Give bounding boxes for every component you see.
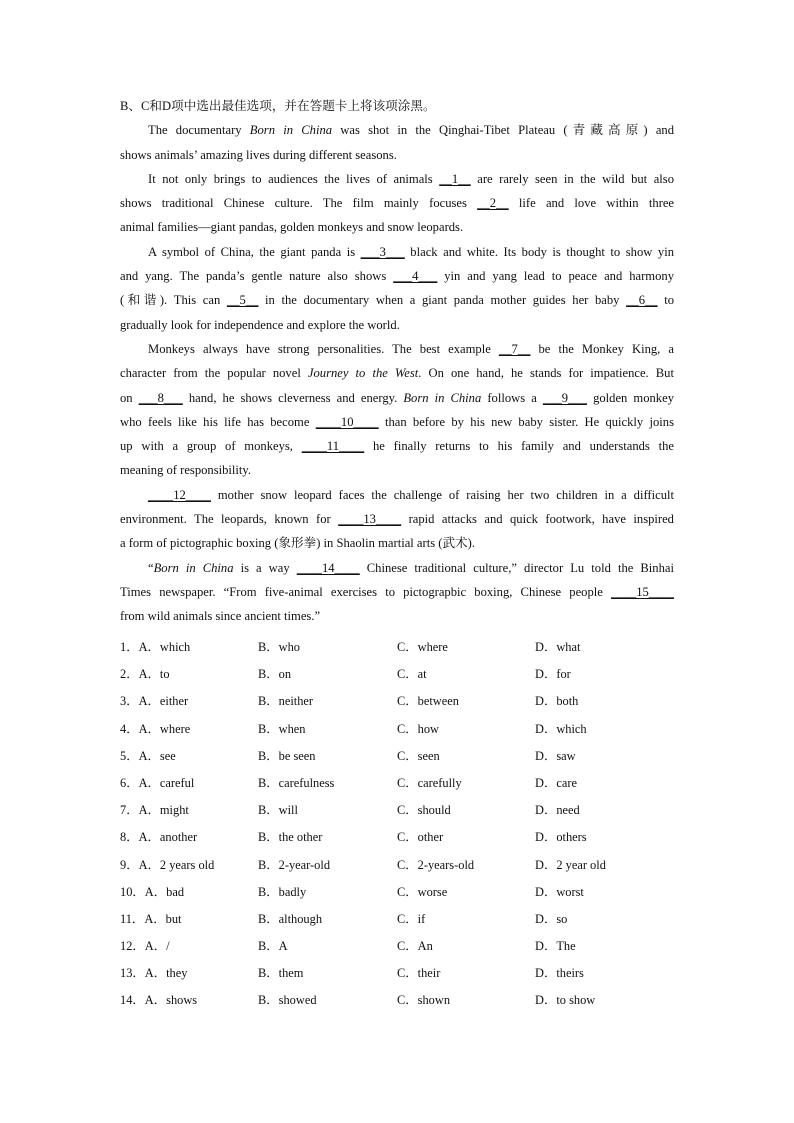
option-c[interactable]: C．other [397,830,444,845]
option-row [120,772,680,799]
option-b[interactable]: B．neither [258,694,314,709]
instruction-line: B、C和D项中选出最佳选项，并在答题卡上将该项涂黑。 [120,99,436,113]
option-a[interactable]: 14．A．shows [120,993,198,1008]
option-c[interactable]: C．their [397,966,441,981]
novel-title: Journey to the West [307,366,419,381]
blank-4[interactable]: ___4___ [393,269,438,284]
option-d[interactable]: D．others [535,830,587,845]
option-a[interactable]: 13．A．they [120,966,188,981]
option-row [120,826,680,853]
passage-line: animal families—giant pandas, golden monkeys and snow leopards. [120,220,464,235]
option-a[interactable]: 7．A．might [120,803,189,818]
option-row [120,908,680,935]
film-title: Born in China [153,560,234,575]
passage-line: character from the popular novel Journey to the West. On one hand, he stands for impatience. But [120,366,674,381]
passage-line: who feels like his life has become ____10____ than before by his new baby sister. He quickly joins [120,414,674,429]
option-c[interactable]: C．where [397,640,448,654]
option-d[interactable]: D．worst [535,884,584,899]
option-c[interactable]: C．seen [397,748,440,763]
passage-line: from wild animals since ancient times.” [120,609,321,624]
blank-12[interactable]: ____12____ [148,487,211,502]
option-c[interactable]: C．if [397,911,426,926]
option-d[interactable]: D．to show [535,993,596,1008]
passage-line: on ___8___ hand, he shows cleverness and energy. Born in China follows a ___9___ golden monkey [120,390,674,405]
passage-line: (和谐). This can __5__ in the documentary when a giant panda mother guides her baby __6__ to [120,293,675,308]
blank-6[interactable]: __6__ [626,293,658,308]
cloze-passage [120,94,674,629]
option-row [120,636,680,663]
option-c[interactable]: C．how [397,721,439,736]
option-d[interactable]: D．what [535,640,581,654]
option-d[interactable]: D．theirs [535,966,584,981]
option-row [120,690,680,717]
blank-2[interactable]: __2__ [477,196,509,211]
option-b[interactable]: B．will [258,803,298,818]
option-row [120,799,680,826]
option-row [120,663,680,690]
option-b[interactable]: B．carefulness [258,775,335,790]
blank-7[interactable]: __7__ [498,341,531,356]
passage-line: The documentary Born in China was shot in the Qinghai-Tibet Plateau (青藏高原) and [148,123,674,138]
passage-line: up with a group of monkeys, ____11____ he finally returns to his family and understands the [120,439,674,454]
option-a[interactable]: 5．A．see [120,748,176,763]
option-c[interactable]: C．worse [397,884,448,899]
blank-15[interactable]: ____15____ [611,584,674,599]
passage-line: Monkeys always have strong personalities. The best example __7__ be the Monkey King, a [148,341,674,356]
passage-line: shows traditional Chinese culture. The film mainly focuses __2__ life and love within three [120,196,674,211]
passage-line: It not only brings to audiences the lives of animals __1__ are rarely seen in the wild but also [148,171,674,186]
option-row [120,989,680,1016]
option-b[interactable]: B．on [258,667,292,682]
option-a[interactable]: 4．A．where [120,721,191,736]
option-row [120,854,680,881]
option-c[interactable]: C．at [397,667,427,682]
option-c[interactable]: C．should [397,803,451,818]
answer-options [120,636,680,1017]
option-row [120,718,680,745]
passage-line: a form of pictographic boxing (象形拳) in Shaolin martial arts (武术). [120,536,475,551]
option-d[interactable]: D．saw [535,748,576,763]
passage-line: shows animals’ amazing lives during different seasons. [120,147,397,162]
passage-line: A symbol of China, the giant panda is ___3___ black and white. Its body is thought to show yin [148,244,674,259]
passage-line: gradually look for independence and explore the world. [120,317,400,332]
option-a[interactable]: 9．A．2 years old [120,857,215,872]
option-d[interactable]: D．both [535,694,579,709]
passage-line: ____12____ mother snow leopard faces the challenge of raising her two children in a difficult [148,487,674,502]
option-c[interactable]: C．An [397,939,433,954]
option-row [120,935,680,962]
blank-9[interactable]: ___9___ [542,390,587,405]
blank-11[interactable]: ____11____ [301,439,365,454]
option-row [120,962,680,989]
option-a[interactable]: 12．A．/ [120,939,170,954]
option-d[interactable]: D．care [535,775,577,790]
option-b[interactable]: B．A [258,939,288,954]
option-b[interactable]: B．although [258,911,323,926]
option-d[interactable]: D．The [535,939,576,954]
option-d[interactable]: D．which [535,721,587,736]
passage-line: meaning of responsibility. [120,463,252,478]
passage-line: and yang. The panda’s gentle nature also shows ___4___ yin and yang lead to peace and harmony [120,269,674,284]
option-a[interactable]: 8．A．another [120,830,198,845]
passage-line: environment. The leopards, known for ____13____ rapid attacks and quick footwork, have inspired [120,512,674,527]
option-a[interactable]: 10．A．bad [120,884,185,899]
blank-13[interactable]: ____13____ [338,512,402,527]
option-b[interactable]: B．when [258,721,306,736]
passage-line: “Born in China is a way ____14____ Chinese traditional culture,” director Lu told the Binhai [148,560,674,575]
blank-1[interactable]: __1__ [439,171,471,186]
option-c[interactable]: C．between [397,694,459,709]
option-row [120,745,680,772]
option-c[interactable]: C．shown [397,993,451,1008]
option-b[interactable]: B．badly [258,884,307,899]
option-a[interactable]: 1．A．which [120,640,191,654]
option-a[interactable]: 11．A．but [120,911,182,926]
option-d[interactable]: D．for [535,667,571,682]
option-c[interactable]: C．carefully [397,775,462,790]
blank-5[interactable]: __5__ [226,293,259,308]
option-a[interactable]: 6．A．careful [120,775,195,790]
film-title: Born in China [403,390,482,405]
film-title: Born in China [249,123,333,138]
option-row [120,881,680,908]
blank-14[interactable]: ____14____ [296,560,360,575]
blank-10[interactable]: ____10____ [315,414,379,429]
option-d[interactable]: D．need [535,803,580,818]
option-d[interactable]: D．so [535,911,568,926]
passage-line: Times newspaper. “From five-animal exercises to pictograpbic boxing, Chinese people ____15____ [120,584,674,599]
option-d[interactable]: D．2 year old [535,857,606,872]
blank-8[interactable]: ___8___ [138,390,183,405]
option-b[interactable]: B．who [258,640,300,654]
option-b[interactable]: B．showed [258,993,317,1008]
option-a[interactable]: 2．A．to [120,667,170,682]
option-b[interactable]: B．them [258,966,304,981]
option-c[interactable]: C．2-years-old [397,857,475,872]
option-a[interactable]: 3．A．either [120,694,189,709]
option-b[interactable]: B．the other [258,830,323,845]
option-b[interactable]: B．be seen [258,748,316,763]
blank-3[interactable]: ___3___ [360,244,405,259]
option-b[interactable]: B．2-year-old [258,857,331,872]
